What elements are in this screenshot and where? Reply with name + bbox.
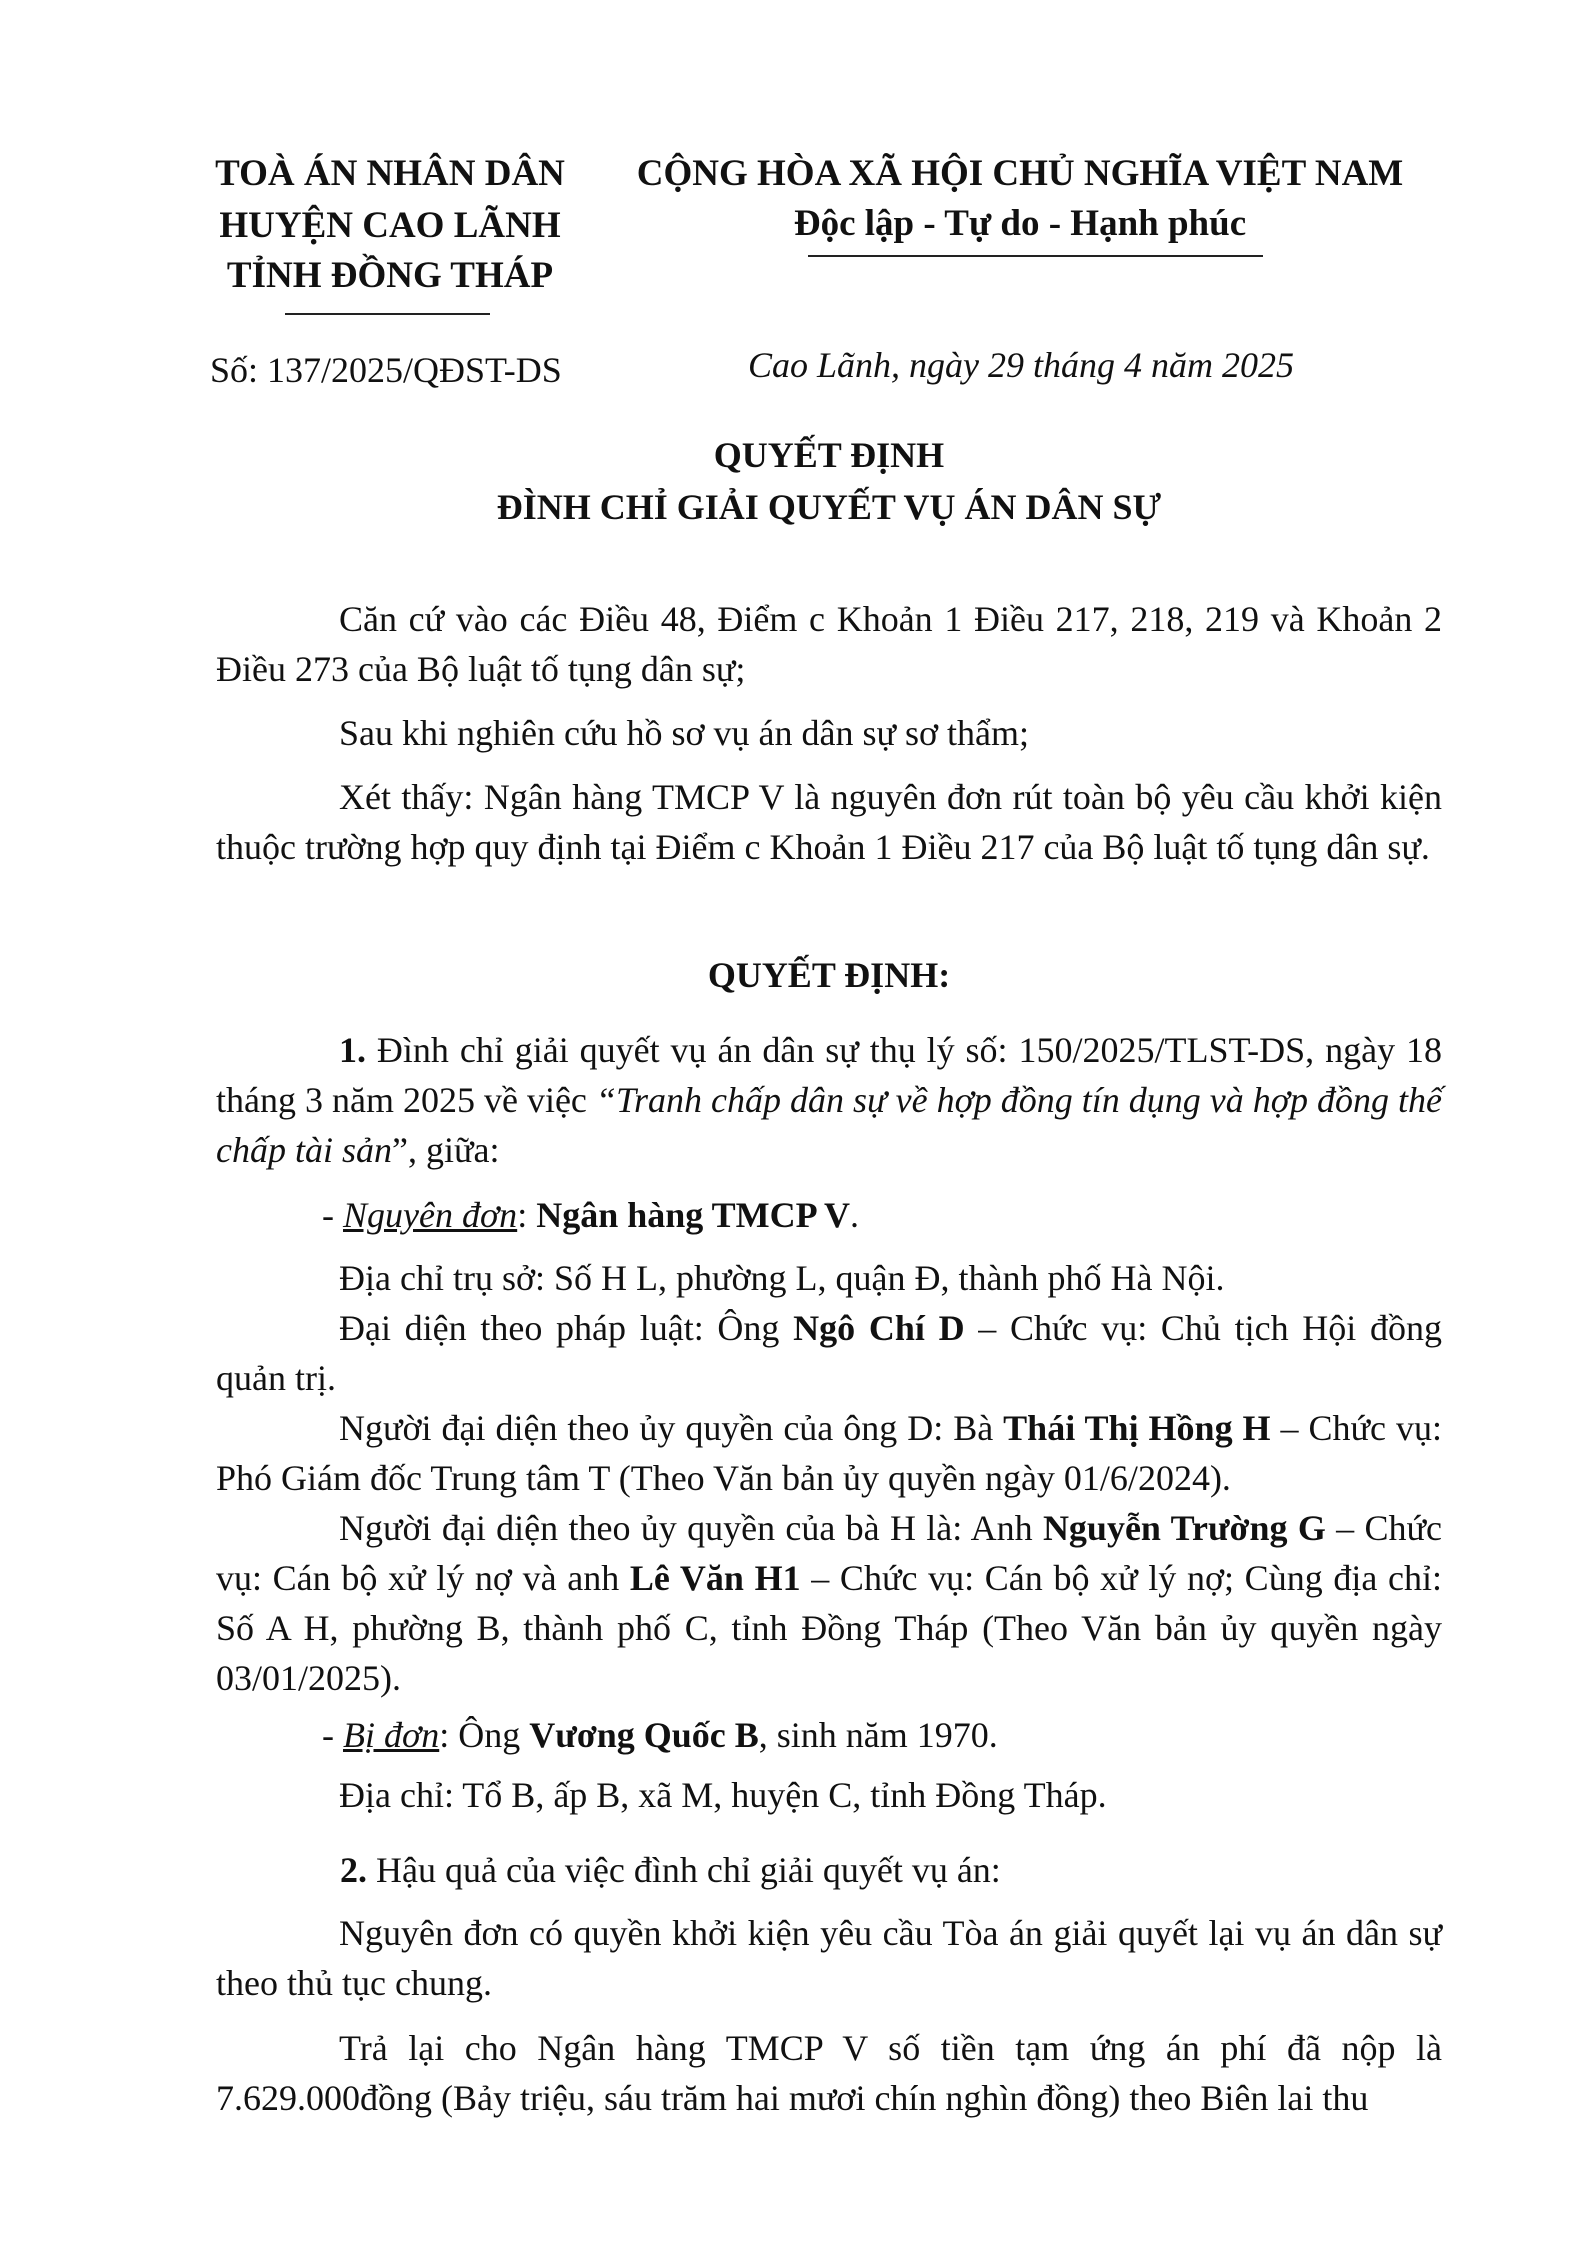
review-paragraph: Sau khi nghiên cứu hồ sơ vụ án dân sự sơ thẩm; [339, 713, 1030, 753]
fee-refund-paragraph: Trả lại cho Ngân hàng TMCP V số tiền tạm ứng án phí đã nộp là 7.629.000đồng (Bảy triệu, sáu trăm hai mươi chín nghìn đồng) theo Biên lai thu [216, 2028, 1442, 2118]
plaintiff-line [322, 1190, 1442, 1240]
motto-underline [808, 255, 1263, 257]
legal-rep-name: Ngô Chí D [793, 1308, 965, 1348]
nation-title: CỘNG HÒA XÃ HỘI CHỦ NGHĨA VIỆT NAM [636, 153, 1404, 194]
court-underline [285, 313, 490, 315]
legal-rep-position: – Chức vụ: Chủ tịch Hội đồng quản trị. [216, 1308, 1443, 1398]
plaintiff-dash: - [322, 1195, 343, 1235]
authorized-rep-2-details: – Chức vụ: Cán bộ xử lý nợ; Cùng địa chỉ: Số A H, phường B, thành phố C, tỉnh Đồng Tháp (Theo Văn bản ủy quyền ngày 03/01/2025). [216, 1558, 1442, 1698]
defendant-address: Địa chỉ: Tổ B, ấp B, xã M, huyện C, tỉnh Đồng Tháp. [339, 1775, 1107, 1815]
authorized-rep-1-details: – Chức vụ: Phó Giám đốc Trung tâm T (Theo Văn bản ủy quyền ngày 01/6/2024). [216, 1408, 1442, 1498]
defendant-birth-year: , sinh năm 1970. [758, 1715, 998, 1755]
defendant-separator: : Ông [439, 1715, 530, 1755]
authorized-rep-2-name-1: Nguyễn Trường G [1042, 1508, 1326, 1548]
authorized-rep-2-name-2: Lê Văn H1 [629, 1558, 801, 1598]
authorized-rep-1-prefix: Người đại diện theo ủy quyền của ông D: Bà [339, 1408, 1004, 1448]
defendant-label: Bị đơn [343, 1715, 440, 1755]
authorized-rep-2-middle: – Chức vụ: Cán bộ xử lý nợ và anh [216, 1508, 1442, 1598]
defendant-dash: - [322, 1715, 343, 1755]
court-name-line3: TỈNH ĐỒNG THÁP [226, 255, 554, 296]
court-name-line1: TOÀ ÁN NHÂN DÂN [215, 153, 565, 194]
plaintiff-separator: : [517, 1195, 537, 1235]
decision-title: QUYẾT ĐỊNH [713, 435, 945, 475]
defendant-name: Vương Quốc B [529, 1715, 759, 1755]
legal-basis-paragraph: Căn cứ vào các Điều 48, Điểm c Khoản 1 Điều 217, 218, 219 và Khoản 2 Điều 273 của Bộ luật tố tụng dân sự; [216, 599, 1442, 689]
decision-heading: QUYẾT ĐỊNH: [707, 955, 951, 995]
authorized-rep-1 [216, 1403, 1442, 1503]
court-name-line2: HUYỆN CAO LÃNH [219, 205, 561, 246]
nation-motto: Độc lập - Tự do - Hạnh phúc [793, 203, 1247, 244]
plaintiff-name: Ngân hàng TMCP V [536, 1195, 850, 1235]
plaintiff-legal-rep [216, 1303, 1442, 1403]
plaintiff-end: . [849, 1195, 859, 1235]
item-1-text-end: ”, giữa: [392, 1130, 500, 1170]
case-subject: “Tranh chấp dân sự về hợp đồng tín dụng và hợp đồng thế chấp tài sản [216, 1080, 1442, 1170]
authorized-rep-2 [216, 1503, 1442, 1703]
consideration-paragraph: Xét thấy: Ngân hàng TMCP V là nguyên đơn rút toàn bộ yêu cầu khởi kiện thuộc trường hợp quy định tại Điểm c Khoản 1 Điều 217 của Bộ luật tố tụng dân sự. [216, 777, 1442, 867]
legal-rep-prefix: Đại diện theo pháp luật: Ông [339, 1308, 794, 1348]
item-2-heading [340, 1845, 1442, 1895]
item-2-text: Hậu quả của việc đình chỉ giải quyết vụ án: [367, 1850, 1001, 1890]
defendant-line [322, 1710, 1442, 1760]
item-1-paragraph [216, 1025, 1442, 1175]
place-and-date: Cao Lãnh, ngày 29 tháng 4 năm 2025 [748, 345, 1295, 385]
item-2-number: 2. [340, 1850, 367, 1890]
document-number: Số: 137/2025/QĐST-DS [210, 350, 562, 390]
consequence-paragraph: Nguyên đơn có quyền khởi kiện yêu cầu Tòa án giải quyết lại vụ án dân sự theo thủ tục chung. [216, 1913, 1442, 2003]
item-1-number: 1. [339, 1030, 366, 1070]
plaintiff-label: Nguyên đơn [343, 1195, 518, 1235]
authorized-rep-2-prefix: Người đại diện theo ủy quyền của bà H là: Anh [339, 1508, 1043, 1548]
item-1-text: Đình chỉ giải quyết vụ án dân sự thụ lý số: 150/2025/TLST-DS, ngày 18 tháng 3 năm 2025 về việc [216, 1030, 1442, 1120]
decision-subtitle: ĐÌNH CHỈ GIẢI QUYẾT VỤ ÁN DÂN SỰ [496, 487, 1162, 527]
authorized-rep-1-name: Thái Thị Hồng H [1003, 1408, 1271, 1448]
plaintiff-address: Địa chỉ trụ sở: Số H L, phường L, quận Đ, thành phố Hà Nội. [339, 1258, 1225, 1298]
